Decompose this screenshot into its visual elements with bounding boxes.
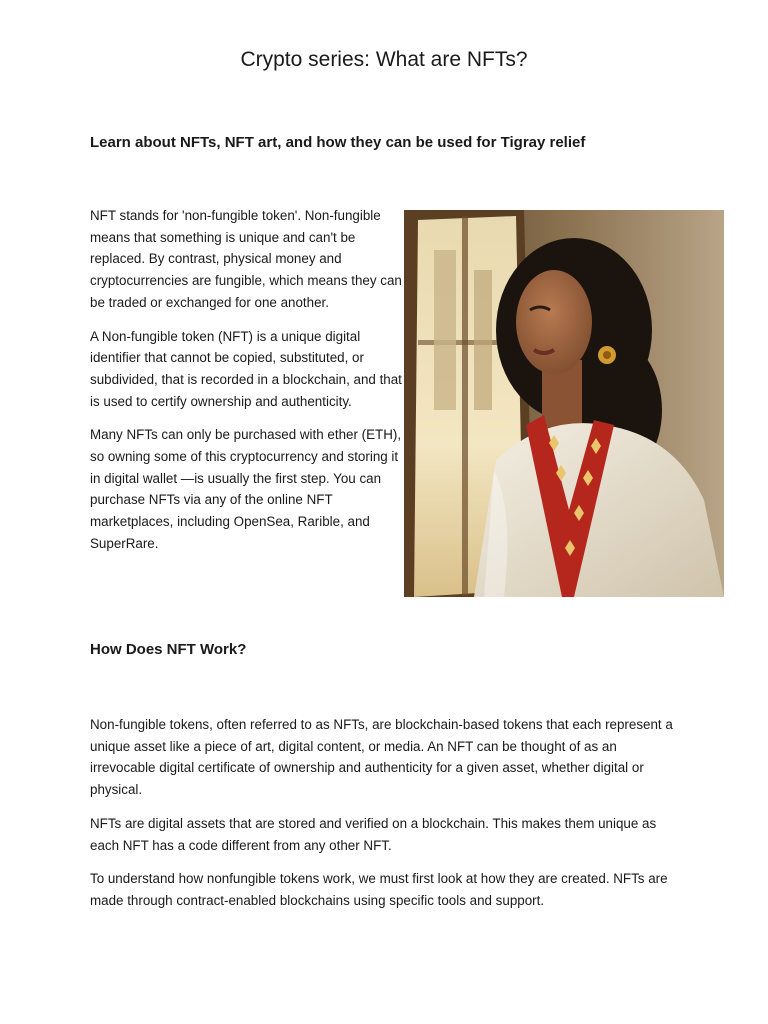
section-paragraph: NFTs are digital assets that are stored and verified on a blockchain. This makes them unique as each NFT has a code different from any other NFT. [90, 815, 657, 853]
intro-paragraph: A Non-fungible token (NFT) is a unique digital identifier that cannot be copied, substituted, or subdivided, that is recorded in a blockchain, and that is used to certify ownership and authenticity. [90, 328, 402, 409]
section-body [90, 714, 680, 924]
section-paragraph: Non-fungible tokens, often referred to as NFTs, are blockchain-based tokens that each represent a unique asset like a piece of art, digital content, or media. An NFT can be thought of as an irrevocable digital certificate of ownership and authenticity for a given asset, whether digital or physical. [90, 717, 673, 798]
painting-illustration [404, 210, 724, 597]
intro-paragraph: Many NFTs can only be purchased with ether (ETH), so owning some of this cryptocurrency and storing it in digital wallet —is usually the first step. You can purchase NFTs via any of the online NFT marketplaces, including OpenSea, Rarible, and SuperRare. [90, 427, 402, 551]
section-paragraph: To understand how nonfungible tokens work, we must first look at how they are created. NFTs are made through contract-enabled blockchains using specific tools and support. [90, 871, 668, 908]
section-heading: How Does NFT Work? [90, 641, 247, 658]
intro-paragraph: NFT stands for 'non-fungible token'. Non-fungible means that something is unique and can't be replaced. By contrast, physical money and cryptocurrencies are fungible, which means they can be traded or exchanged for one another. [90, 208, 402, 310]
page-title: Crypto series: What are NFTs? [240, 48, 528, 71]
intro-text-column [90, 205, 402, 567]
nft-art-painting [404, 210, 724, 597]
document-subtitle: Learn about NFTs, NFT art, and how they can be used for Tigray relief [90, 134, 586, 151]
